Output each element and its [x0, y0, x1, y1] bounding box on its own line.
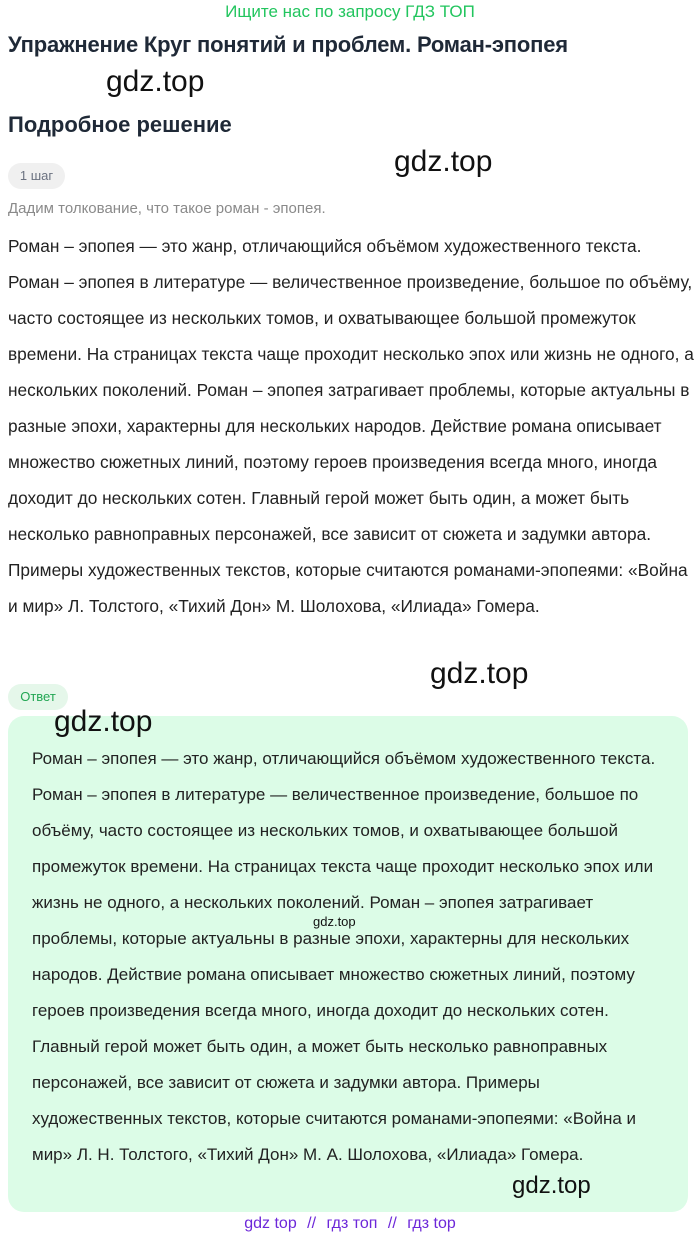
- watermark: gdz.top: [430, 657, 529, 690]
- footer-link-gdz-top-mixed[interactable]: гдз top: [407, 1215, 456, 1232]
- watermark: gdz.top: [54, 705, 153, 738]
- solution-text: Роман – эпопея — это жанр, отличающийся объёмом художественного текста. Роман – эпопея в литературе — величественное произведение, большое по объёму, часто состоящее из нескольких томов, и охватывающее большой промежуток времени. На страницах текста чаще проходит несколько эпох или жизнь не одного, а нескольких поколений. Роман – эпопея затрагивает проблемы, которые актуальны в разные эпохи, характерны для нескольких народов. Действие романа описывает множество сюжетных линий, поэтому героев произведения всегда много, иногда доходит до нескольких сотен. Главный герой может быть один, а может быть несколько равноправных персонажей, все зависит от сюжета и задумки автора. Примеры художественных текстов, которые считаются романами-эпопеями: «Война и мир» Л. Толстого, «Тихий Дон» М. Шолохова, «Илиада» Гомера.: [8, 236, 694, 616]
- page-title: Упражнение Круг понятий и проблем. Роман-эпопея: [8, 32, 568, 57]
- footer-separator: //: [307, 1215, 317, 1232]
- watermark-small: gdz.top: [313, 914, 356, 929]
- answer-badge: Ответ: [8, 684, 68, 710]
- footer-link-gdz-top[interactable]: gdz top: [244, 1215, 297, 1232]
- step-badge: 1 шаг: [8, 163, 65, 189]
- search-banner: Ищите нас по запросу ГДЗ ТОП: [225, 2, 475, 21]
- footer-link-gdz-top-ru[interactable]: гдз топ: [326, 1215, 378, 1232]
- answer-text: Роман – эпопея — это жанр, отличающийся объёмом художественного текста. Роман – эпопея в литературе — величественное произведение, большое по объёму, часто состоящее из нескольких томов, и охватывающее большой промежуток времени. На страницах текста чаще проходит несколько эпох или жизнь не одного, а нескольких поколений. Роман – эпопея затрагивает проблемы, которые актуальны в разные эпохи, характерны для нескольких народов. Действие романа описывает множество сюжетных линий, поэтому героев произведения всегда много, иногда доходит до нескольких сотен. Главный герой может быть один, а может быть несколько равноправных персонажей, все зависит от сюжета и задумки автора. Примеры художественных текстов, которые считаются романами-эпопеями: «Война и мир» Л. Н. Толстого, «Тихий Дон» М. А. Шолохова, «Илиада» Гомера.: [32, 749, 656, 1164]
- watermark: gdz.top: [106, 65, 205, 98]
- step-hint: Дадим толкование, что такое роман - эпопея.: [8, 200, 326, 217]
- watermark: gdz.top: [512, 1172, 591, 1199]
- footer-links: [0, 1213, 700, 1235]
- section-heading: Подробное решение: [8, 112, 232, 137]
- watermark: gdz.top: [394, 145, 493, 178]
- footer-separator: //: [387, 1215, 397, 1232]
